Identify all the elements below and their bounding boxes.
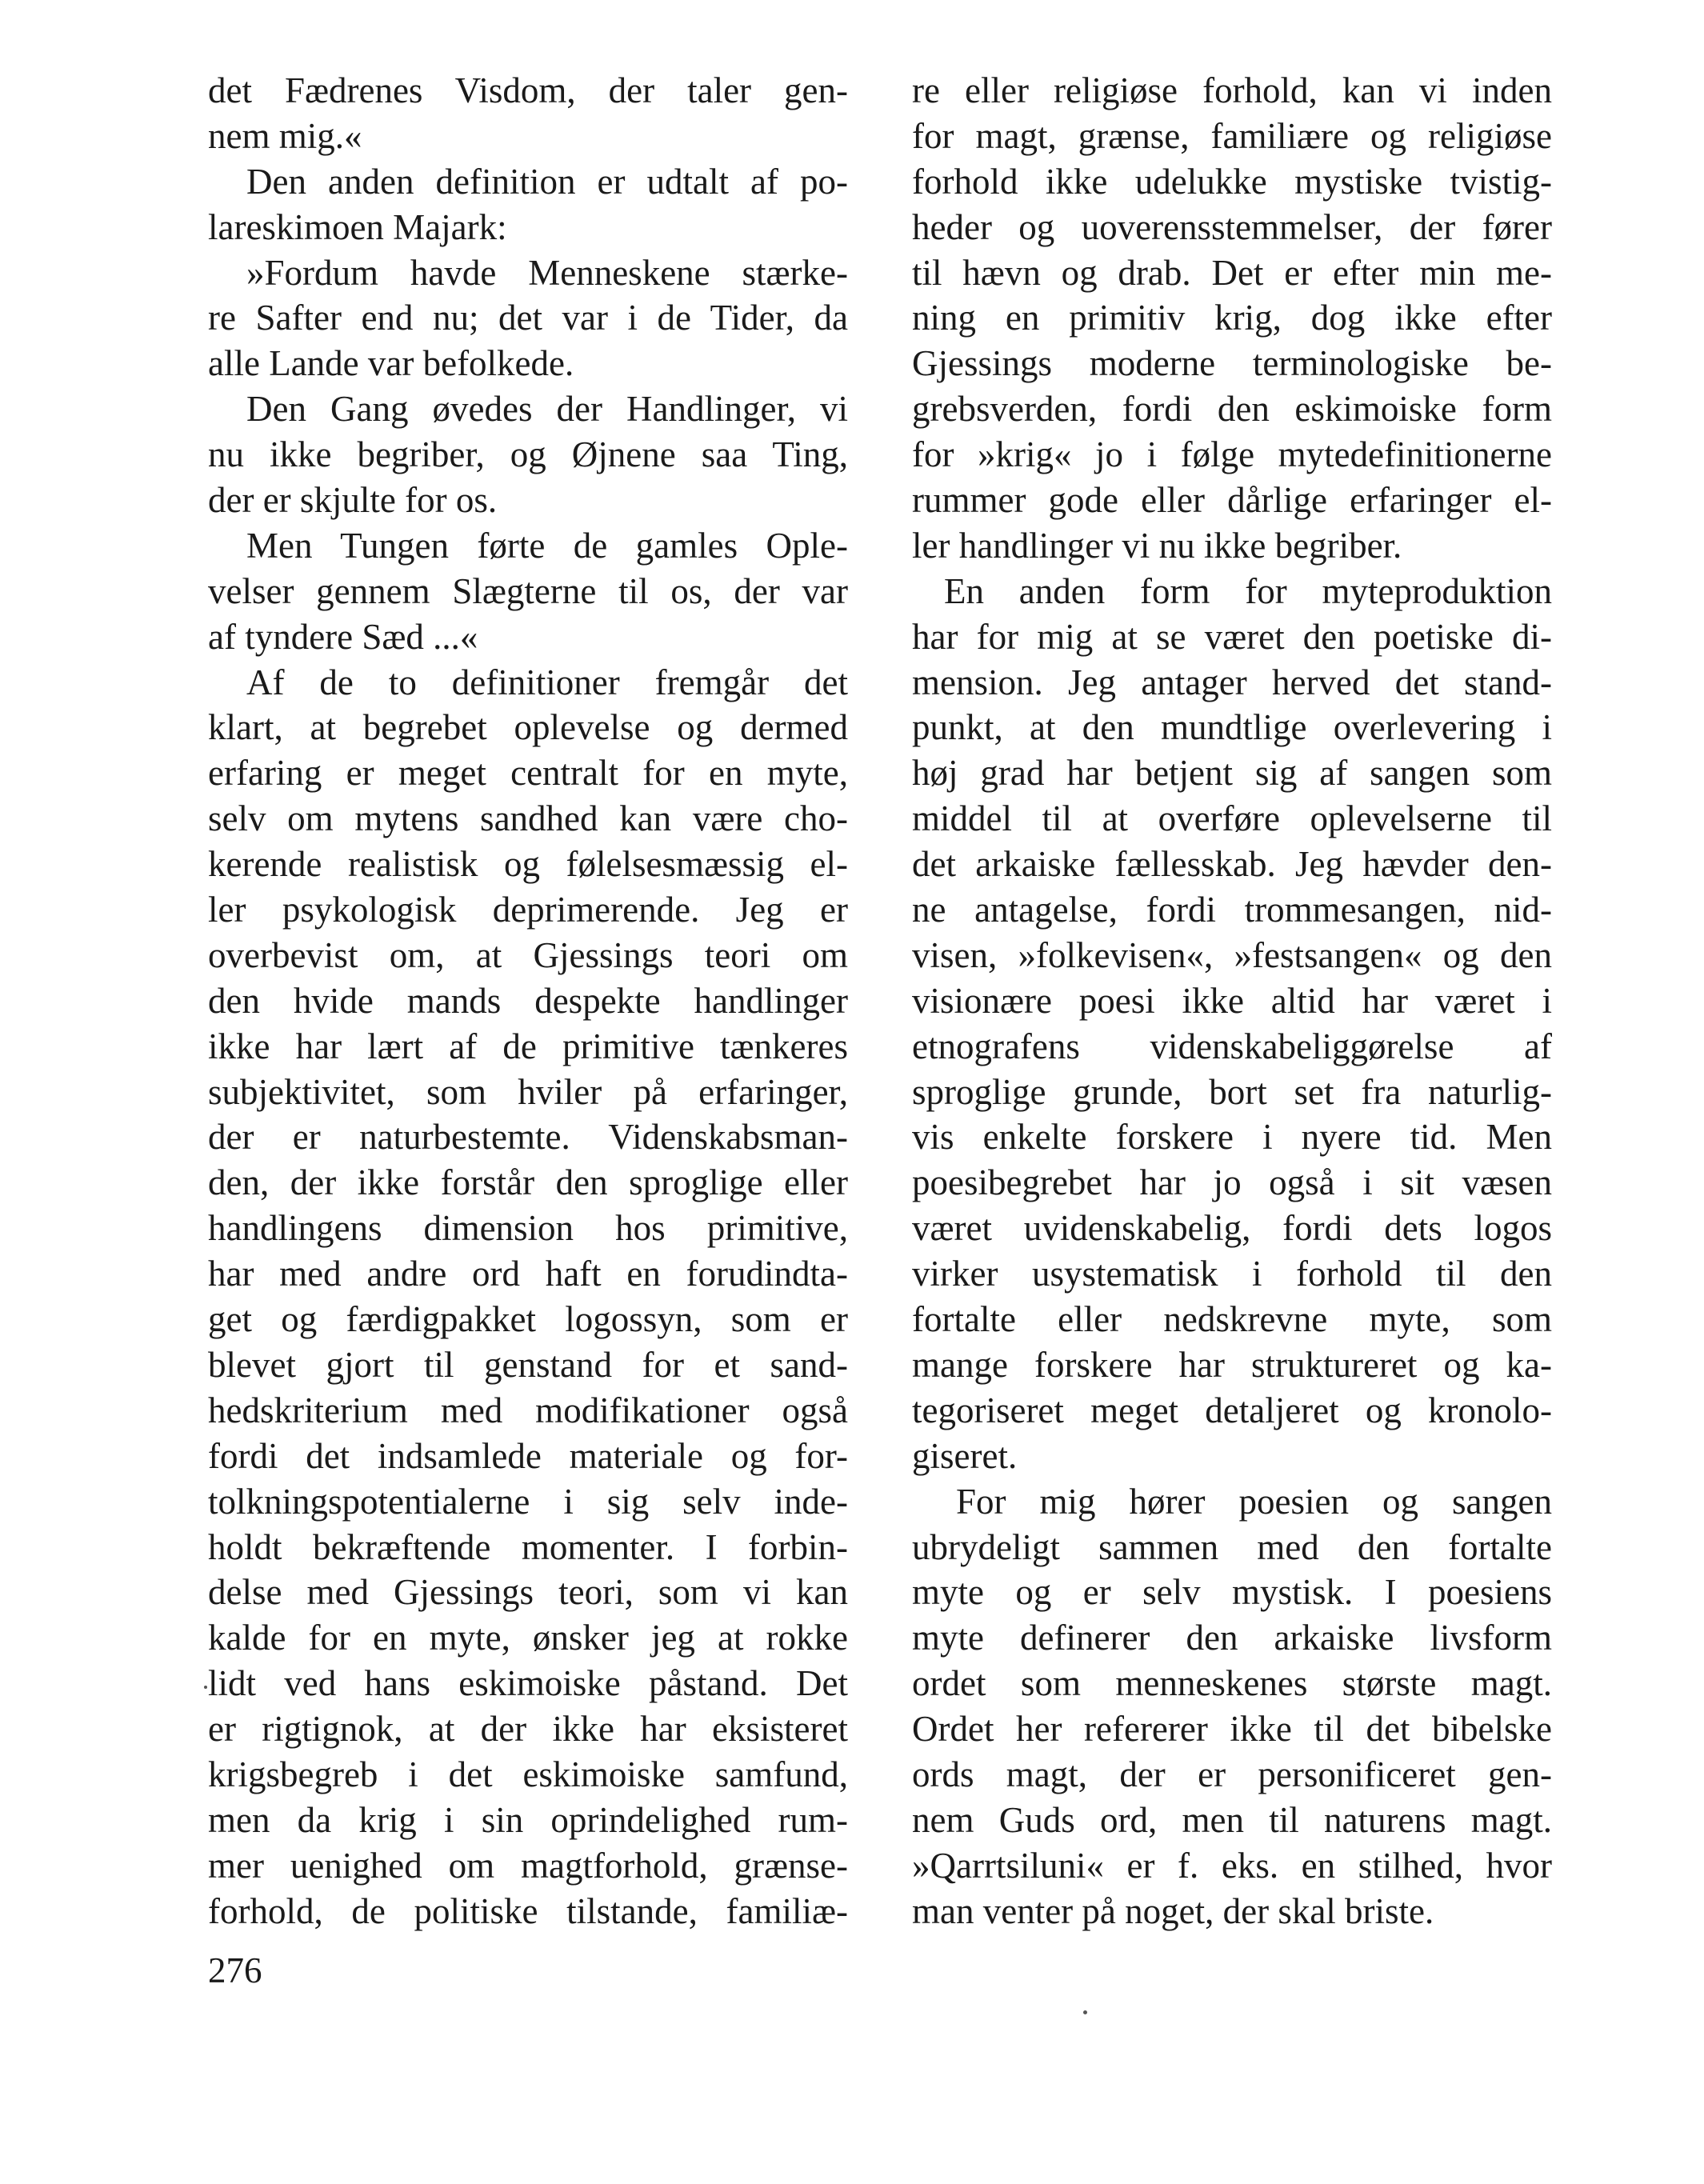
text-line: der er skjulte for os. — [208, 480, 498, 521]
text-line: erfaring er meget centralt for en myte, — [208, 753, 848, 794]
scan-speck — [1083, 2010, 1087, 2014]
text-line: re Safter end nu; det var i de Tider, da — [208, 298, 848, 338]
text-line: ikke har lært af de primitive tænkeres — [208, 1026, 848, 1066]
text-line: den, der ikke forstår den sproglige eller — [208, 1162, 848, 1203]
text-line: har for mig at se været den poetiske di- — [912, 616, 1552, 657]
text-line: ordet som menneskenes største magt. — [912, 1663, 1552, 1704]
text-line: grebsverden, fordi den eskimoiske form — [912, 389, 1552, 430]
text-line: handlingens dimension hos primitive, — [208, 1208, 848, 1249]
text-line: forhold ikke udelukke mystiske tvistig- — [912, 161, 1552, 202]
text-line: det arkaiske fællesskab. Jeg hævder den- — [912, 844, 1552, 885]
text-line: sproglige grunde, bort set fra naturlig- — [912, 1071, 1552, 1112]
text-line: »Qarrtsiluni« er f. eks. en stilhed, hvor — [912, 1845, 1552, 1886]
text-line: klart, at begrebet oplevelse og dermed — [208, 707, 848, 748]
text-line: lidt ved hans eskimoiske påstand. Det — [208, 1663, 848, 1704]
text-line: tolkningspotentialerne i sig selv inde- — [208, 1481, 848, 1522]
text-line: punkt, at den mundtlige overlevering i — [912, 707, 1552, 748]
text-line: poesibegrebet har jo også i sit væsen — [912, 1162, 1552, 1203]
text-line: nu ikke begriber, og Øjnene saa Ting, — [208, 434, 848, 475]
text-line: til hævn og drab. Det er efter min me- — [912, 252, 1552, 293]
text-line: visen, »folkevisen«, »festsangen« og den — [912, 934, 1552, 975]
text-line: for »krig« jo i følge mytedefinitionerne — [912, 434, 1552, 475]
text-line: ubrydeligt sammen med den fortalte — [912, 1526, 1552, 1567]
text-line: er rigtignok, at der ikke har eksisteret — [208, 1709, 848, 1750]
text-line: En anden form for myteproduktion — [944, 570, 1552, 611]
text-line: vis enkelte forskere i nyere tid. Men — [912, 1117, 1552, 1158]
text-line: af tyndere Sæd ...« — [208, 616, 478, 657]
text-line: mension. Jeg antager herved det stand- — [912, 662, 1552, 702]
text-line: hedskriterium med modifikationer også — [208, 1390, 848, 1430]
text-line: Gjessings moderne terminologiske be- — [912, 343, 1552, 384]
text-line: For mig hører poesien og sangen — [956, 1481, 1552, 1522]
text-line: har med andre ord haft en forudindta- — [208, 1254, 848, 1294]
text-line: Ordet her refererer ikke til det bibelske — [912, 1709, 1552, 1750]
text-line: ning en primitiv krig, dog ikke efter — [912, 298, 1552, 338]
text-line: for magt, grænse, familiære og religiøse — [912, 115, 1552, 156]
text-line: holdt bekræftende momenter. I forbin- — [208, 1526, 848, 1567]
text-line: lareskimoen Majark: — [208, 206, 507, 247]
text-line: myte og er selv mystisk. I poesiens — [912, 1572, 1552, 1613]
text-line: visionære poesi ikke altid har været i — [912, 980, 1552, 1021]
text-line: Men Tungen førte de gamles Ople- — [246, 525, 848, 566]
text-line: forhold, de politiske tilstande, familiæ- — [208, 1890, 848, 1931]
text-line: delse med Gjessings teori, som vi kan — [208, 1572, 848, 1613]
text-line: virker usystematisk i forhold til den — [912, 1254, 1552, 1294]
text-line: Den Gang øvedes der Handlinger, vi — [246, 389, 848, 430]
text-line: nem mig.« — [208, 115, 362, 156]
text-line: selv om mytens sandhed kan være cho- — [208, 798, 848, 839]
text-line: været uvidenskabelig, fordi dets logos — [912, 1208, 1552, 1249]
text-line: men da krig i sin oprindelighed rum- — [208, 1799, 848, 1840]
text-line: Af de to definitioner fremgår det — [246, 662, 848, 702]
text-line: krigsbegreb i det eskimoiske samfund, — [208, 1754, 848, 1794]
text-line: mer uenighed om magtforhold, grænse- — [208, 1845, 848, 1886]
left-text-column — [208, 68, 848, 1934]
text-line: alle Lande var befolkede. — [208, 343, 574, 384]
text-line: ne antagelse, fordi trommesangen, nid- — [912, 890, 1552, 930]
text-line: den hvide mands despekte handlinger — [208, 980, 848, 1021]
text-line: re eller religiøse forhold, kan vi inden — [912, 70, 1552, 110]
scan-speck — [204, 1686, 207, 1689]
text-line: man venter på noget, der skal briste. — [912, 1890, 1434, 1931]
text-line: fordi det indsamlede materiale og for- — [208, 1435, 848, 1476]
text-line: get og færdigpakket logossyn, som er — [208, 1299, 848, 1340]
text-line: myte definerer den arkaiske livsform — [912, 1618, 1552, 1658]
text-line: kalde for en myte, ønsker jeg at rokke — [208, 1618, 848, 1658]
page-number: 276 — [208, 1950, 262, 1990]
text-line: middel til at overføre oplevelserne til — [912, 798, 1552, 839]
text-line: nem Guds ord, men til naturens magt. — [912, 1799, 1552, 1840]
text-line: rummer gode eller dårlige erfaringer el- — [912, 480, 1552, 521]
text-line: overbevist om, at Gjessings teori om — [208, 934, 848, 975]
text-line: tegoriseret meget detaljeret og kronolo- — [912, 1390, 1552, 1430]
text-line: ler psykologisk deprimerende. Jeg er — [208, 890, 848, 930]
right-text-column — [912, 68, 1552, 1934]
text-line: Den anden definition er udtalt af po- — [246, 161, 848, 202]
text-line: subjektivitet, som hviler på erfaringer, — [208, 1071, 848, 1112]
text-line: det Fædrenes Visdom, der taler gen- — [208, 70, 848, 110]
text-line: blevet gjort til genstand for et sand- — [208, 1344, 848, 1385]
text-line: fortalte eller nedskrevne myte, som — [912, 1299, 1552, 1340]
text-line: etnografens videnskabeliggørelse af — [912, 1026, 1552, 1066]
text-line: der er naturbestemte. Videnskabsman- — [208, 1117, 848, 1158]
text-line: giseret. — [912, 1435, 1018, 1476]
text-line: mange forskere har struktureret og ka- — [912, 1344, 1552, 1385]
text-line: velser gennem Slægterne til os, der var — [208, 570, 848, 611]
text-line: ler handlinger vi nu ikke begriber. — [912, 525, 1402, 566]
text-line: ords magt, der er personificeret gen- — [912, 1754, 1552, 1794]
text-line: kerende realistisk og følelsesmæssig el- — [208, 844, 848, 885]
text-line: »Fordum havde Menneskene stærke- — [246, 252, 848, 293]
text-line: heder og uoverensstemmelser, der fører — [912, 206, 1552, 247]
text-line: høj grad har betjent sig af sangen som — [912, 753, 1552, 794]
